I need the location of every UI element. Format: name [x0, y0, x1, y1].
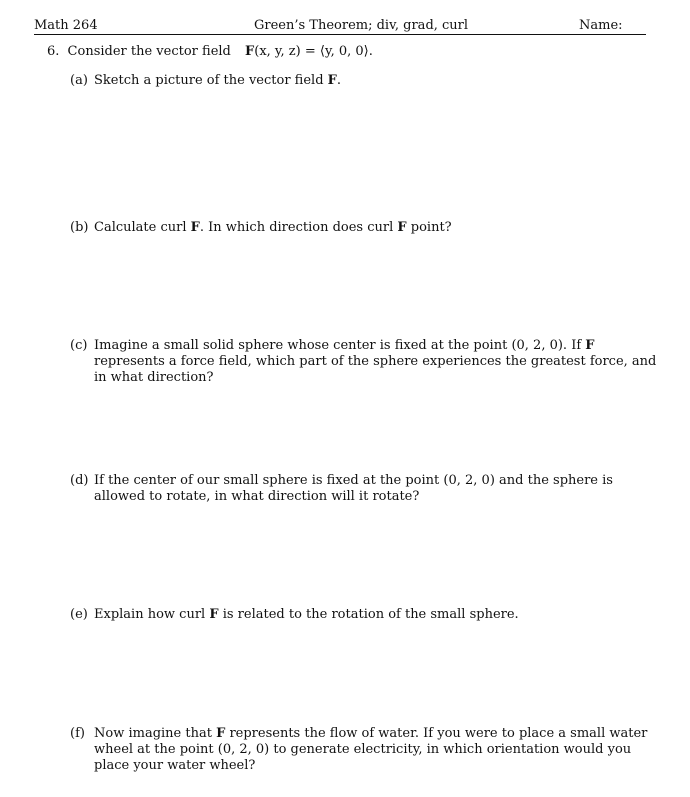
part-a-bold-1: F: [327, 73, 337, 88]
problem-statement: [47, 43, 373, 60]
part-d-text: If the center of our small sphere is fixed at the point (0, 2, 0) and the sphere is allowed to rotate, in what direction will it rotate?: [94, 473, 613, 504]
part-e-bold-1: F: [209, 607, 219, 622]
part-d-label: (d): [70, 473, 89, 488]
part-a-text: [94, 73, 660, 89]
part-b-label: (b): [70, 220, 89, 235]
part-d: [70, 473, 660, 505]
part-f-bold-1: F: [216, 726, 226, 741]
part-e-text: [94, 607, 660, 623]
part-f-text-1: Now imagine that: [94, 726, 217, 741]
part-b-text-1: Calculate curl: [94, 220, 191, 235]
part-b-text-3: point?: [406, 220, 452, 235]
part-b-bold-1: F: [190, 220, 200, 235]
topic-title: Green’s Theorem; div, grad, curl: [254, 18, 469, 33]
part-e-text-2: is related to the rotation of the small sphere.: [218, 607, 519, 622]
part-e-label: (e): [70, 607, 88, 622]
part-b-text: [94, 220, 660, 236]
part-a: [70, 73, 660, 89]
vector-field-definition: [245, 44, 373, 59]
part-c-text-2: represents a force field, which part of the sphere experiences the greatest force, and in what direction?: [94, 354, 657, 385]
part-c-text: [94, 338, 660, 386]
part-f-text: [94, 726, 660, 774]
problem-intro: Consider the vector field: [67, 44, 231, 59]
part-a-label: (a): [70, 73, 88, 88]
problem-number: 6.: [47, 44, 60, 59]
course-title: Math 264: [34, 18, 98, 33]
part-f: [70, 726, 660, 774]
part-b-bold-2: F: [397, 220, 407, 235]
part-c-bold-1: F: [585, 338, 595, 353]
part-c-label: (c): [70, 338, 88, 353]
page-header: [34, 18, 646, 35]
part-f-label: (f): [70, 726, 85, 741]
part-a-text-2: .: [336, 73, 342, 88]
part-a-text-1: Sketch a picture of the vector field: [94, 73, 328, 88]
part-c-text-1: Imagine a small solid sphere whose center is fixed at the point (0, 2, 0). If: [94, 338, 586, 353]
field-symbol: F: [245, 44, 255, 59]
part-e-text-1: Explain how curl: [94, 607, 210, 622]
part-f-text-2: represents the flow of water. If you were to place a small water wheel at the point (0, 2, 0) to generate electricity, in which orientation would you place your water wheel?: [94, 726, 648, 773]
part-e: [70, 607, 660, 623]
part-c: [70, 338, 660, 386]
part-b: [70, 220, 660, 236]
field-args: (x, y, z) = ⟨y, 0, 0⟩.: [254, 44, 373, 59]
name-label: Name:: [579, 18, 623, 33]
part-b-text-2: . In which direction does curl: [199, 220, 398, 235]
